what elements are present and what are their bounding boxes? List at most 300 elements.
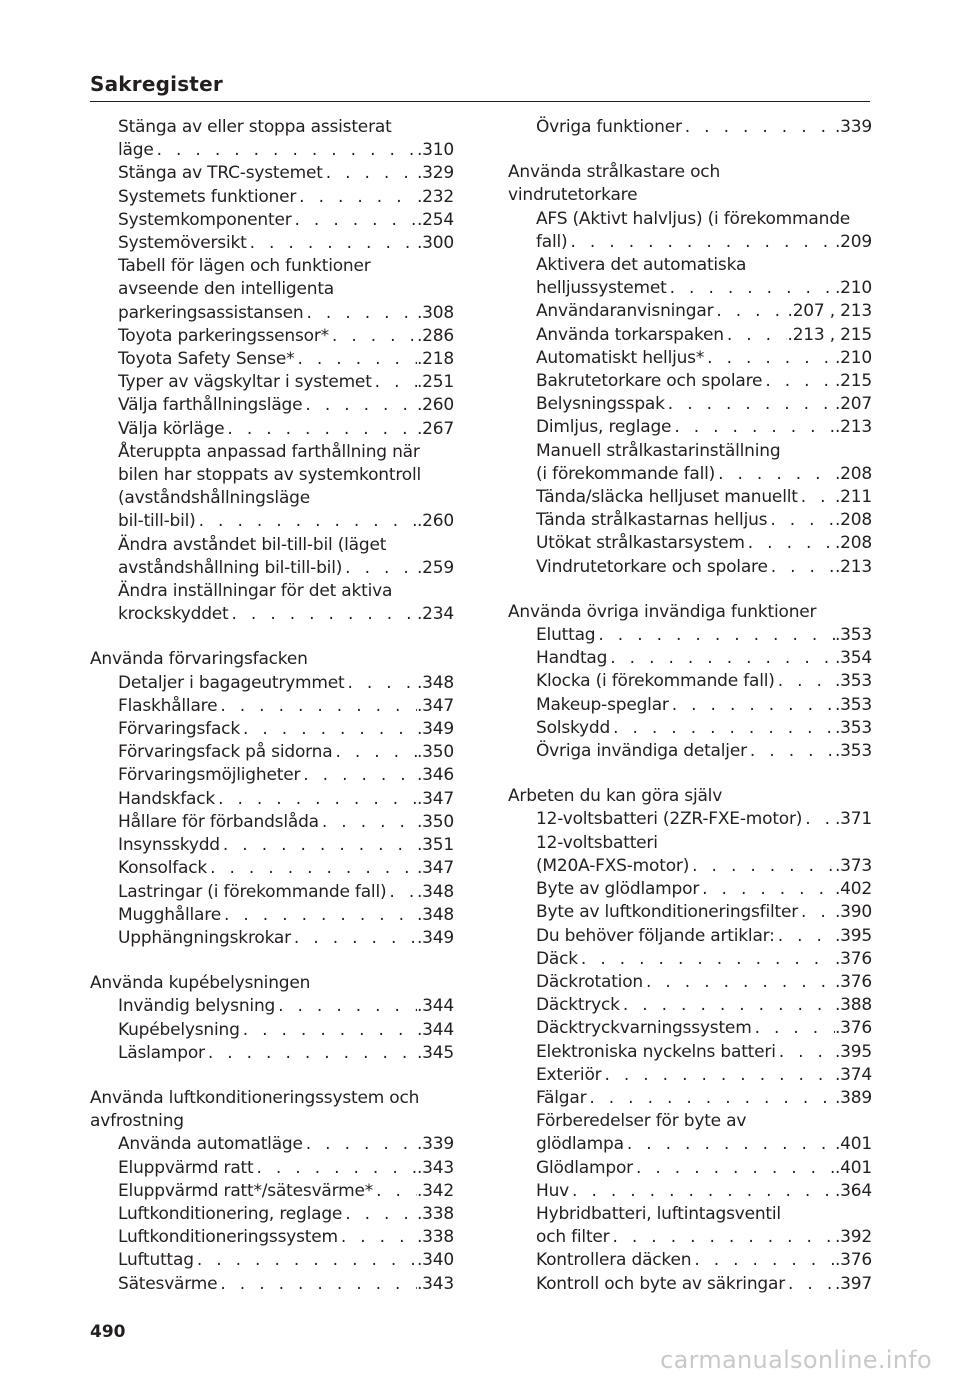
dot-leader (302, 394, 417, 417)
entry-line (90, 741, 454, 764)
entry-text: Makeup-speglar (536, 694, 669, 715)
index-entry (90, 1273, 454, 1296)
entry-text: Eluppvärmd ratt (118, 1157, 254, 1178)
index-entry (508, 1064, 872, 1087)
entry-text: Kontroll och byte av säkringar (536, 1273, 786, 1294)
dot-leader (633, 1157, 835, 1180)
entry-line (90, 116, 454, 139)
entry-line (508, 1087, 872, 1110)
entry-line (508, 509, 872, 532)
entry-text: Systemkomponenter (118, 209, 292, 230)
entry-text: Välja körläge (118, 418, 225, 439)
page-ref[interactable]: .259 (416, 557, 454, 578)
entry-text: Solskydd (536, 717, 611, 738)
entry-text: Klocka (i förekommande fall) (536, 671, 775, 692)
entry-text: Manuell strålkastarinställning (536, 440, 781, 461)
entry-line (508, 370, 872, 393)
entry-text: krockskyddet (118, 604, 229, 625)
index-entry (508, 901, 872, 924)
entry-text: Utökat strålkastarsystem (536, 533, 745, 554)
entry-line (508, 1064, 872, 1087)
page-ref[interactable]: .347 (416, 858, 454, 879)
entry-line (508, 925, 872, 948)
entry-text: Exteriör (536, 1064, 602, 1085)
dot-leader (217, 1273, 417, 1296)
entry-line (90, 557, 454, 580)
entry-line (90, 534, 454, 557)
entry-line (90, 255, 454, 278)
page-ref[interactable]: .348 (416, 672, 454, 693)
page-ref[interactable]: .251 (416, 372, 454, 393)
page-ref[interactable]: .300 (416, 233, 454, 254)
dot-leader (567, 231, 834, 254)
page-ref[interactable]: .232 (416, 186, 454, 207)
index-entry (90, 788, 454, 811)
entry-line (508, 855, 872, 878)
page-ref[interactable]: .339 (416, 1134, 454, 1155)
page-ref[interactable]: .260 (416, 511, 454, 532)
entry-line (508, 670, 872, 693)
dot-leader (776, 1041, 835, 1064)
index-entry (508, 832, 872, 878)
page-ref[interactable]: .401 (834, 1157, 872, 1178)
entry-line (508, 1110, 872, 1133)
entry-line (508, 717, 872, 740)
page-ref[interactable]: .260 (416, 395, 454, 416)
page-ref[interactable]: .346 (416, 765, 454, 786)
page-ref[interactable]: .351 (416, 835, 454, 856)
index-entry (90, 811, 454, 834)
page-ref[interactable]: .389 (834, 1087, 872, 1108)
entry-text: Handtag (536, 648, 608, 669)
dot-leader (207, 857, 417, 880)
dot-leader (713, 300, 787, 323)
page-ref[interactable]: .395 (834, 925, 872, 946)
index-entry (90, 995, 454, 1018)
entry-line (90, 1133, 454, 1156)
dot-leader (154, 139, 417, 162)
entry-text: helljussystemet (536, 278, 667, 299)
index-entry (90, 857, 454, 880)
entry-text: (i förekommande fall) (536, 463, 716, 484)
entry-text: Automatiskt helljus* (536, 347, 705, 368)
entry-line (90, 232, 454, 255)
group-title: Använda luftkonditioneringssystem och (90, 1087, 420, 1108)
index-entry (90, 1042, 454, 1065)
page-ref[interactable]: .208 (834, 463, 872, 484)
page-ref[interactable]: .354 (834, 648, 872, 669)
entry-line (90, 580, 454, 603)
entry-line (90, 881, 454, 904)
dot-leader (220, 834, 417, 857)
page-ref[interactable]: .339 (834, 117, 872, 137)
dot-leader (386, 881, 417, 904)
dot-leader (798, 901, 835, 924)
entry-text: Upphängningskrokar (118, 927, 291, 948)
entry-text: Huv (536, 1180, 570, 1201)
dot-leader (762, 370, 835, 393)
dot-leader (578, 948, 835, 971)
entry-line (90, 441, 454, 464)
dot-leader (196, 510, 417, 533)
page-ref[interactable]: .401 (834, 1134, 872, 1155)
page-ref[interactable]: .215 (834, 371, 872, 392)
entry-line (90, 302, 454, 325)
entry-text: fall) (536, 231, 568, 252)
entry-line (90, 464, 454, 487)
index-entry (508, 208, 872, 254)
index-entry (90, 418, 454, 441)
entry-line (508, 694, 872, 717)
index-entry (508, 1249, 872, 1272)
index-entry (90, 764, 454, 787)
entry-text: Välja farthållningsläge (118, 395, 303, 416)
entry-line (90, 186, 454, 209)
dot-leader (275, 995, 417, 1018)
entry-text: Insynsskydd (118, 835, 220, 856)
page-ref[interactable]: .350 (416, 811, 454, 832)
page-ref[interactable]: .213 (834, 556, 872, 577)
dot-leader (229, 603, 417, 626)
index-entry (508, 925, 872, 948)
page-ref[interactable]: .371 (834, 809, 872, 830)
dot-leader (344, 672, 416, 695)
entry-line (508, 277, 872, 300)
entry-line (90, 325, 454, 348)
entry-line (90, 278, 454, 301)
page-ref[interactable]: .388 (834, 995, 872, 1016)
page-ref[interactable]: .353 (834, 625, 872, 646)
entry-line (90, 418, 454, 441)
entry-line (508, 116, 872, 139)
entry-text: Däcktryckvarningssystem (536, 1018, 752, 1039)
page-ref[interactable]: .338 (416, 1203, 454, 1224)
entry-text: Tända strålkastarnas helljus (536, 510, 768, 531)
entry-line (508, 1203, 872, 1226)
entry-text: Fälgar (536, 1087, 587, 1108)
entry-line (90, 927, 454, 950)
dot-leader (292, 209, 417, 232)
index-entry (508, 370, 872, 393)
entry-line (508, 347, 872, 370)
page-ref[interactable]: .347 (416, 695, 454, 716)
dot-leader (669, 694, 835, 717)
index-entry (90, 1226, 454, 1249)
entry-line (90, 1249, 454, 1272)
entry-line (508, 463, 872, 486)
entry-text: Tabell för lägen och funktioner (118, 256, 371, 277)
index-entry (508, 486, 872, 509)
entry-text: Förvaringsfack (118, 719, 240, 740)
index-entry (90, 927, 454, 950)
page-ref[interactable]: .308 (416, 302, 454, 323)
page-ref[interactable]: .373 (834, 855, 872, 876)
index-entry (508, 254, 872, 300)
page-ref[interactable]: .390 (834, 902, 872, 923)
entry-text: Däcktryck (536, 995, 620, 1016)
page-ref[interactable]: .213 (834, 417, 872, 438)
dot-leader (802, 808, 835, 831)
entry-text: 12-voltsbatteri (2ZR-FXE-motor) (536, 809, 803, 830)
dot-leader (253, 1157, 416, 1180)
page-ref[interactable]: .234 (416, 604, 454, 625)
page-ref[interactable]: .254 (416, 209, 454, 230)
entry-line (90, 1273, 454, 1296)
dot-leader (671, 416, 835, 439)
page-ref[interactable]: .376 (834, 948, 872, 969)
group-title: avfrostning (90, 1111, 184, 1132)
index-entry (508, 1017, 872, 1040)
entry-text: AFS (Aktivt halvljus) (i förekommande (536, 208, 851, 229)
index-entry (90, 1133, 454, 1156)
dot-leader (294, 348, 416, 371)
index-entry (508, 694, 872, 717)
entry-line (508, 416, 872, 439)
page-ref[interactable]: .376 (834, 971, 872, 992)
entry-line (90, 995, 454, 1018)
dot-leader (595, 624, 835, 647)
page-ref[interactable]: .350 (416, 742, 454, 763)
index-entry (90, 1180, 454, 1203)
watermark: carmanualsonline.info (660, 1346, 932, 1374)
entry-text: Hybridbatteri, luftintagsventil (536, 1203, 781, 1224)
entry-text: Typer av vägskyltar i systemet (118, 372, 372, 393)
dot-leader (745, 532, 835, 555)
group-title: Arbeten du kan göra själv (508, 786, 723, 807)
index-group (90, 972, 454, 1065)
entry-text: glödlampa (536, 1134, 624, 1155)
page-ref[interactable]: .338 (416, 1227, 454, 1248)
page-ref[interactable]: .343 (416, 1273, 454, 1294)
entry-line (508, 1017, 872, 1040)
entry-line (508, 440, 872, 463)
entry-text: Luftkonditioneringssystem (118, 1227, 338, 1248)
page-ref[interactable]: .364 (834, 1180, 872, 1201)
page-ref[interactable]: .213 , 215 (787, 324, 872, 345)
index-entry (508, 717, 872, 740)
entry-line (508, 624, 872, 647)
index-entry (508, 1041, 872, 1064)
page-ref[interactable]: .392 (834, 1227, 872, 1248)
entry-line (508, 231, 872, 254)
entry-text: avståndshållning bil-till-bil) (118, 557, 343, 578)
page-ref[interactable]: .402 (834, 879, 872, 900)
index-entry (90, 162, 454, 185)
page-number: 490 (90, 1322, 126, 1342)
dot-leader (775, 925, 835, 948)
page-ref[interactable]: .208 (834, 533, 872, 554)
dot-leader (338, 1226, 417, 1249)
entry-line (90, 672, 454, 695)
entry-line (90, 857, 454, 880)
index-entry (90, 741, 454, 764)
dot-leader (215, 788, 417, 811)
index-entry (508, 808, 872, 831)
entry-line (508, 832, 872, 855)
page-ref[interactable]: .376 (834, 1018, 872, 1039)
dot-leader (319, 811, 417, 834)
page-ref[interactable]: .376 (834, 1250, 872, 1271)
entry-line (90, 1226, 454, 1249)
entry-text: bilen har stoppats av systemkontroll (118, 465, 421, 486)
page-ref[interactable]: .349 (416, 719, 454, 740)
dot-leader (798, 486, 835, 509)
page-ref[interactable]: .349 (416, 927, 454, 948)
index-group (90, 1087, 454, 1296)
dot-leader (304, 302, 417, 325)
entry-line (90, 718, 454, 741)
dot-leader (586, 1087, 835, 1110)
dot-leader (667, 277, 835, 300)
page-ref[interactable]: .210 (834, 278, 872, 299)
index-entry (508, 647, 872, 670)
index-entry (508, 1157, 872, 1180)
index-entry (90, 255, 454, 325)
entry-text: Glödlampor (536, 1157, 633, 1178)
page-ref[interactable]: .353 (834, 694, 872, 715)
page-ref[interactable]: .208 (834, 510, 872, 531)
dot-leader (785, 1273, 835, 1296)
page-ref[interactable]: .210 (834, 347, 872, 368)
page-ref[interactable]: .211 (834, 487, 872, 508)
dot-leader (682, 116, 835, 139)
group-title: Använda strålkastare och (508, 162, 721, 183)
entry-text: Byte av luftkonditioneringsfilter (536, 902, 799, 923)
page-ref[interactable]: .218 (416, 349, 454, 370)
index-column-right (508, 116, 872, 1296)
index-entry (90, 1157, 454, 1180)
entry-line (508, 324, 872, 347)
entry-line (508, 1249, 872, 1272)
group-title: Använda kupébelysningen (90, 973, 311, 994)
dot-leader (332, 741, 416, 764)
page-ref[interactable]: .267 (416, 418, 454, 439)
entry-text: Detaljer i bagageutrymmet (118, 672, 345, 693)
entry-line (90, 371, 454, 394)
page-ref[interactable]: .329 (416, 163, 454, 184)
page-ref[interactable]: .345 (416, 1042, 454, 1063)
page-ref[interactable]: .395 (834, 1041, 872, 1062)
entry-line (90, 1180, 454, 1203)
page-ref[interactable]: .207 , 213 (787, 301, 872, 322)
index-entry (90, 116, 454, 162)
dot-leader (342, 557, 417, 580)
dot-leader (372, 371, 417, 394)
index-entry (508, 300, 872, 323)
page-ref[interactable]: .344 (416, 996, 454, 1017)
entry-line (508, 393, 872, 416)
entry-text: 12-voltsbatteri (536, 832, 658, 853)
page-ref[interactable]: .207 (834, 394, 872, 415)
dot-leader (691, 1249, 835, 1272)
page-ref[interactable]: .397 (834, 1273, 872, 1294)
page-ref[interactable]: .374 (834, 1064, 872, 1085)
dot-leader (303, 1133, 417, 1156)
dot-leader (342, 1203, 417, 1226)
entry-text: Övriga invändiga detaljer (536, 741, 747, 762)
page-ref[interactable]: .340 (416, 1250, 454, 1271)
entry-line (508, 1180, 872, 1203)
index-group (508, 116, 872, 139)
entry-text: Luftuttag (118, 1250, 194, 1271)
page-ref[interactable]: .209 (834, 231, 872, 252)
entry-line (508, 948, 872, 971)
index-entry (508, 624, 872, 647)
page-ref[interactable]: .286 (416, 325, 454, 346)
index-entry (90, 232, 454, 255)
entry-line (508, 878, 872, 901)
header-rule (90, 101, 870, 102)
dot-leader (296, 186, 417, 209)
index-entry (508, 556, 872, 579)
entry-text: Dimljus, reglage (536, 417, 672, 438)
index-column-left (90, 116, 454, 1296)
header-title: Sakregister (90, 72, 223, 96)
page-ref[interactable]: .343 (416, 1157, 454, 1178)
index-entry (90, 718, 454, 741)
index-entry (90, 834, 454, 857)
dot-leader (194, 1249, 417, 1272)
entry-text: Däck (536, 948, 578, 969)
entry-text: Kupébelysning (118, 1019, 240, 1040)
entry-text: (M20A-FXS-motor) (536, 855, 690, 876)
index-entry (90, 1019, 454, 1042)
entry-line (90, 811, 454, 834)
page-ref[interactable]: .347 (416, 788, 454, 809)
entry-text: Flaskhållare (118, 695, 218, 716)
page-ref[interactable]: .342 (416, 1180, 454, 1201)
entry-text: Stänga av eller stoppa assisterat (118, 117, 392, 137)
entry-line (508, 1273, 872, 1296)
group-title: Använda övriga invändiga funktioner (508, 601, 817, 622)
index-entry (508, 416, 872, 439)
entry-text: Hållare för förbandslåda (118, 811, 319, 832)
entry-text: bil-till-bil) (118, 511, 196, 532)
page-ref[interactable]: .348 (416, 904, 454, 925)
index-entry (90, 441, 454, 534)
page-ref[interactable]: .344 (416, 1019, 454, 1040)
dot-leader (724, 324, 788, 347)
entry-text: Eluttag (536, 625, 596, 646)
page-ref[interactable]: .353 (834, 671, 872, 692)
entry-line (90, 1203, 454, 1226)
dot-leader (704, 347, 835, 370)
index-entry (508, 1180, 872, 1203)
entry-text: Byte av glödlampor (536, 879, 700, 900)
entry-line (90, 209, 454, 232)
group-title: vindrutetorkare (508, 185, 638, 206)
index-entry (90, 186, 454, 209)
dot-leader (217, 695, 417, 718)
entry-line (508, 740, 872, 763)
entry-line (508, 647, 872, 670)
entry-text: Använda torkarspaken (536, 324, 724, 345)
page-ref[interactable]: .348 (416, 881, 454, 902)
page-ref[interactable]: .310 (416, 140, 454, 161)
page-ref[interactable]: .353 (834, 741, 872, 762)
entry-line (508, 486, 872, 509)
dot-leader (643, 971, 835, 994)
entry-line (90, 904, 454, 927)
entry-text: Återuppta anpassad farthållning när (118, 441, 420, 462)
entry-line (90, 487, 454, 510)
dot-leader (569, 1180, 835, 1203)
entry-text: Systemets funktioner (118, 186, 297, 207)
entry-line (90, 394, 454, 417)
page-ref[interactable]: .353 (834, 717, 872, 738)
entry-text: Bakrutetorkare och spolare (536, 371, 763, 392)
entry-line (508, 1041, 872, 1064)
